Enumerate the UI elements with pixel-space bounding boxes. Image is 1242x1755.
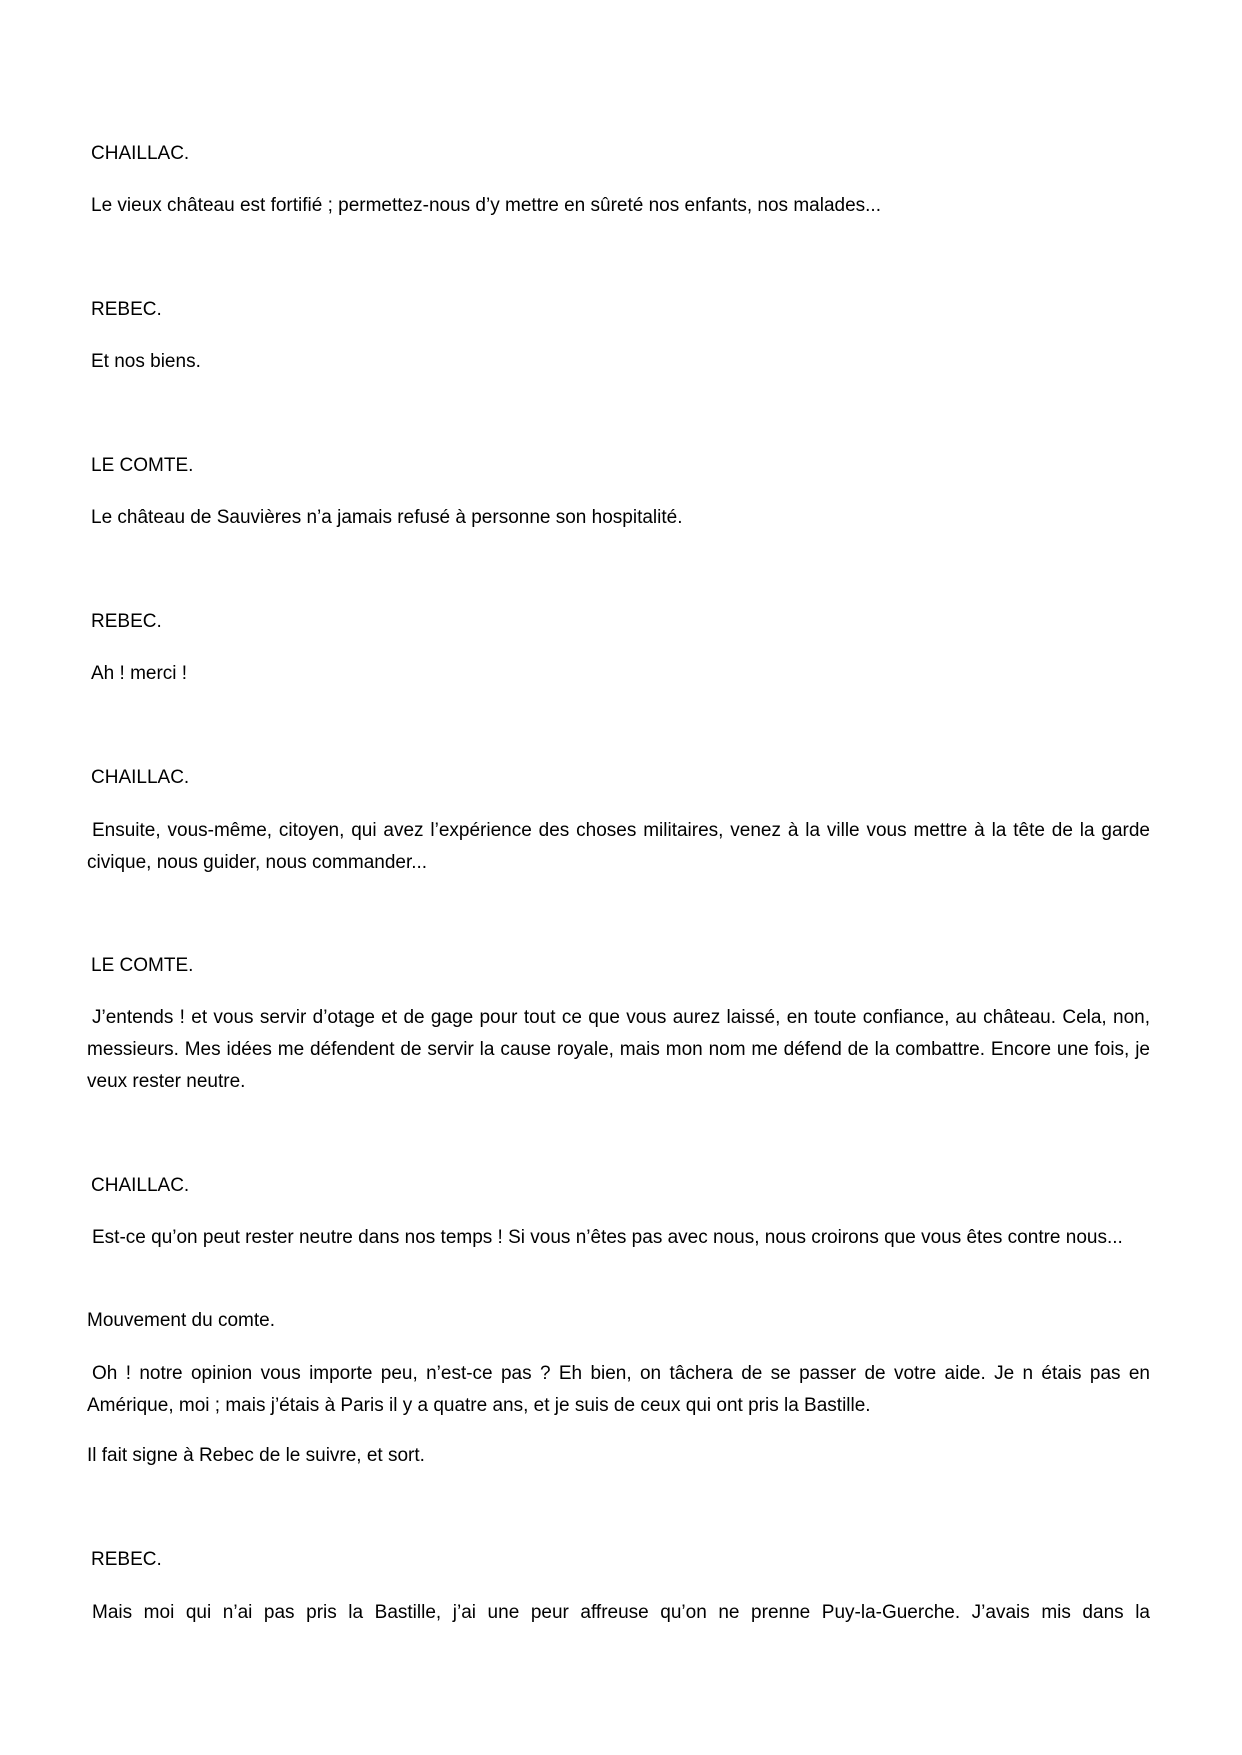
dialogue-line: Mais moi qui n’ai pas pris la Bastille, j’ai une peur affreuse qu’on ne prenne Puy-la-Guerche. J’avais mis dans la	[92, 1602, 1150, 1623]
speaker-name: CHAILLAC.	[91, 143, 190, 164]
speaker-name: REBEC.	[91, 1549, 162, 1570]
speaker-name: REBEC.	[91, 299, 162, 320]
dialogue-paragraph: Ensuite, vous-même, citoyen, qui avez l’expérience des choses militaires, venez à la ville vous mettre à la tête de la garde civique, nous guider, nous commander...	[87, 820, 1150, 873]
dialogue-paragraph: Oh ! notre opinion vous importe peu, n’est-ce pas ? Eh bien, on tâchera de se passer de votre aide. Je n étais pas en Amérique, moi ; mais j’étais à Paris il y a quatre ans, et je suis de ceux qui ont pris la Bastille.	[87, 1363, 1150, 1416]
speaker-name: LE COMTE.	[91, 955, 194, 976]
dialogue-line: Le château de Sauvières n’a jamais refusé à personne son hospitalité.	[91, 507, 683, 528]
speaker-name: LE COMTE.	[91, 455, 194, 476]
speaker-name: CHAILLAC.	[91, 1175, 190, 1196]
dialogue-paragraph: J’entends ! et vous servir d’otage et de gage pour tout ce que vous aurez laissé, en toute confiance, au château. Cela, non, messieurs. Mes idées me défendent de servir la cause royale, mais mon nom me défend de la combattre. Encore une fois, je veux rester neutre.	[87, 1007, 1150, 1092]
speaker-name: REBEC.	[91, 611, 162, 632]
stage-direction: Mouvement du comte.	[87, 1310, 275, 1331]
speaker-name: CHAILLAC.	[91, 767, 190, 788]
stage-direction: Il fait signe à Rebec de le suivre, et sort.	[87, 1445, 425, 1466]
dialogue-line: Ah ! merci !	[91, 663, 188, 684]
dialogue-line: Le vieux château est fortifié ; permettez-nous d’y mettre en sûreté nos enfants, nos malades...	[91, 195, 881, 216]
dialogue-line: Et nos biens.	[91, 351, 201, 372]
dialogue-paragraph: Est-ce qu’on peut rester neutre dans nos temps ! Si vous n’êtes pas avec nous, nous croirons que vous êtes contre nous...	[92, 1227, 1123, 1248]
